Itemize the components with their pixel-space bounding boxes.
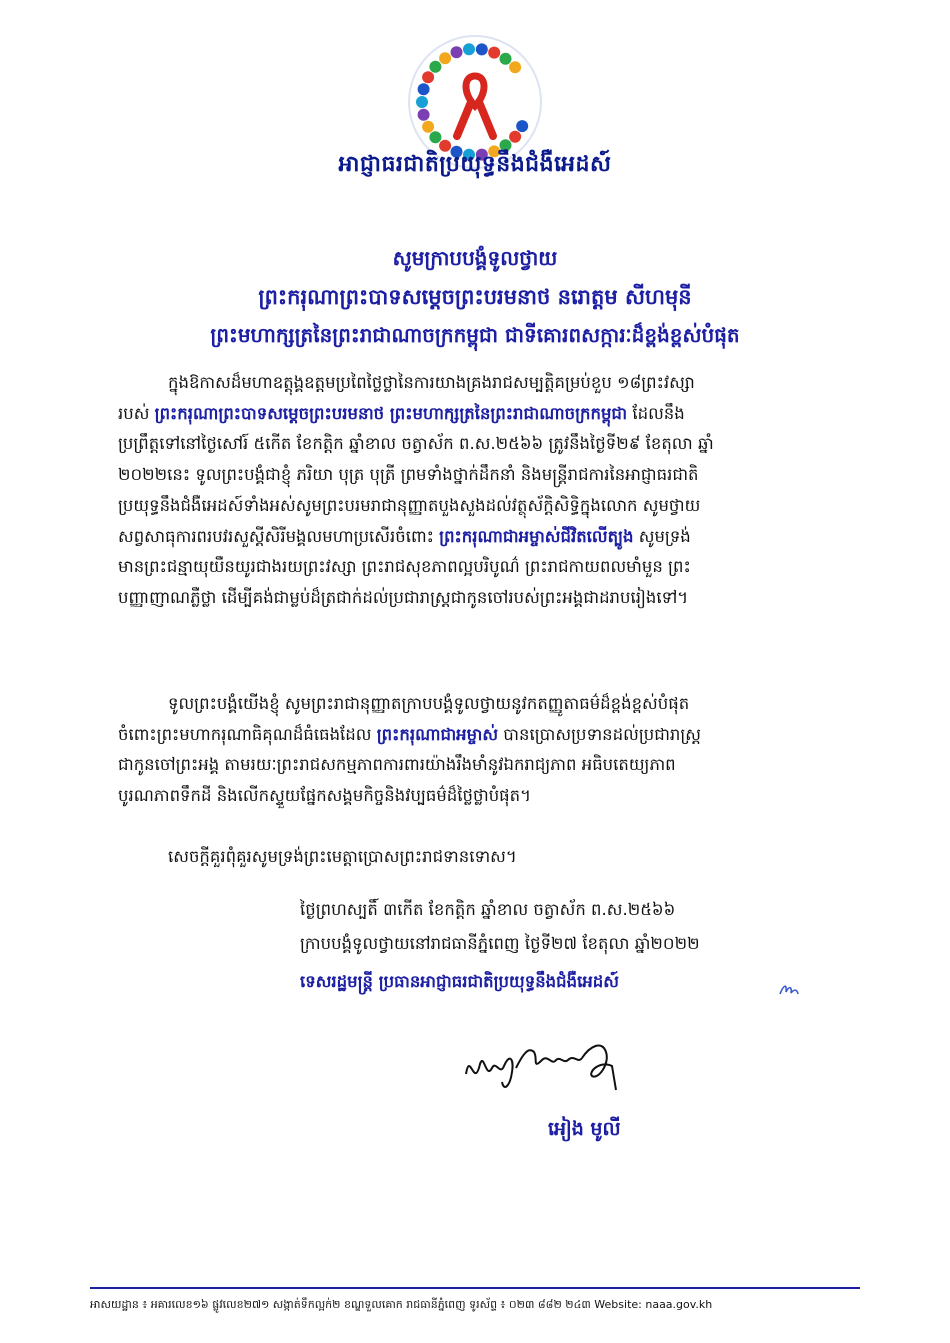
paragraph-gratitude	[118, 689, 826, 812]
organization-name: អាជ្ញាធរជាតិប្រយុទ្ធនឹងជំងឺអេដស៍	[338, 152, 612, 177]
logo-ring-figure	[451, 46, 463, 58]
paragraph-congratulation	[118, 368, 826, 614]
king-title-heading: ព្រះករុណាព្រះបាទសម្តេចព្រះបរមនាថ នរោត្តម សីហមុនី	[258, 285, 692, 309]
paragraph-line: ប្រព្រឹត្តទៅនៅថ្ងៃសៅរ៍ ៥កើត ខែកត្តិក ឆ្នាំខាល ចត្វាស័ក ព.ស.២៥៦៦ ត្រូវនឹងថ្ងៃទី២៩ ខែតុលា ឆ្នាំ	[118, 434, 714, 454]
paragraph-line: របស់ ព្រះករុណាព្រះបាទសម្តេចព្រះបរមនាថ ព្រះមហាក្សត្រនៃព្រះរាជាណាចក្រកម្ពុជា ដែលនឹង	[118, 403, 685, 423]
paragraph-line: មានព្រះជន្មាយុយឺនយូរជាងរយព្រះវស្សា ព្រះរាជសុខភាពល្អបរិបូណ៌ ព្រះរាជកាយពលមាំមួន ព្រះ	[118, 557, 691, 577]
handwritten-signature-icon	[456, 1030, 626, 1100]
initial-mark-icon	[777, 978, 801, 1000]
closing-line: សេចក្តីគួរពុំគួរសូមទ្រង់ព្រះមេត្តាប្រោសព្រះរាជទានទោស។	[168, 847, 517, 866]
paragraph-line: ចំពោះព្រះមហាករុណាធិគុណដ៏ធំធេងដែល ព្រះករុណាជាអម្ចាស់ បានប្រោសប្រទានដល់ប្រជារាស្ត្រ	[118, 724, 702, 744]
logo-ring-figure	[429, 131, 441, 143]
paragraph-line: ទូលព្រះបង្គំយើងខ្ញុំ សូមព្រះរាជានុញ្ញាតក្រាបបង្គំទូលថ្វាយនូវកតញ្ញូតាធម៌ដ៏ខ្ពង់ខ្ពស់បំផុត	[168, 694, 690, 713]
logo-ring-figure	[463, 43, 475, 55]
date-lunar: ថ្ងៃព្រហស្បតិ៍ ៣កើត ខែកត្តិក ឆ្នាំខាល ចត្វាស័ក ព.ស.២៥៦៦	[300, 900, 676, 919]
logo-ring-figure	[439, 52, 451, 64]
paragraph-line: បូរណភាពទឹកដី និងលើកស្ទួយផ្នែកសង្គមកិច្ចនិងវប្បធម៌ដ៏ថ្លៃថ្លាបំផុត។	[118, 786, 531, 806]
paragraph-closing	[118, 842, 826, 873]
signer-role: ទេសរដ្ឋមន្ត្រី ប្រធានអាជ្ញាធរជាតិប្រយុទ្ធនឹងជំងឺអេដស៍	[300, 972, 619, 991]
logo-ring-figure	[516, 120, 528, 132]
paragraph-line: សព្វសាធុការពរបវរសួស្តីសិរីមង្គលមហាប្រសើរចំពោះ ព្រះករុណាជាអម្ចាស់ជីវិតលើត្បូង សូមទ្រង់	[118, 526, 691, 546]
logo-ring-figure	[509, 61, 521, 73]
logo-ring-figure	[429, 61, 441, 73]
date-solar: ក្រាបបង្គំទូលថ្វាយនៅរាជធានីភ្នំពេញ ថ្ងៃទី២៧ ខែតុលា ឆ្នាំ២០២២	[300, 934, 700, 953]
salutation-heading: សូមក្រាបបង្គំទូលថ្វាយ	[392, 246, 558, 270]
paragraph-line: ប្រយុទ្ធនឹងជំងឺអេដស៍ទាំងអស់សូមព្រះបរមរាជានុញ្ញាតបួងសួងដល់វត្ថុស័ក្តិសិទ្ធិក្នុងលោក សូមថ្វាយ	[118, 495, 701, 515]
logo-ring-figure	[476, 43, 488, 55]
logo-ring-figure	[418, 83, 430, 95]
logo-ring-figure	[500, 53, 512, 65]
logo-ring-figure	[422, 121, 434, 133]
logo-ring-figure	[418, 109, 430, 121]
footer-address: អាសយដ្ឋាន ៖ អគារលេខ១៦ ផ្លូវលេខ២៧១ សង្កាត់ទឹកល្អក់២ ខណ្ឌទួលគោក រាជធានីភ្នំពេញ ទូរស័ព្ទ ៖ ០២៣ ៨៨២ ២៤៣ Website: naaa.gov.kh	[90, 1298, 713, 1311]
paragraph-line: ជាកូនចៅព្រះអង្គ តាមរយៈព្រះរាជសកម្មភាពការពារយ៉ាងរឹងមាំនូវឯករាជ្យភាព អធិបតេយ្យភាព	[118, 755, 676, 775]
logo-ring-figure	[509, 131, 521, 143]
king-subtitle-heading: ព្រះមហាក្សត្រនៃព្រះរាជាណាចក្រកម្ពុជា ជាទីគោរពសក្ការៈដ៏ខ្ពង់ខ្ពស់បំផុត	[210, 323, 740, 347]
logo-ring-figure	[422, 71, 434, 83]
logo-ring-figure	[416, 96, 428, 108]
paragraph-line: ក្នុងឱកាសដ៏មហាឧត្តុង្គឧត្តមប្រពៃថ្លៃថ្លានៃការយាងគ្រងរាជសម្បត្តិគម្រប់ខួប ១៨ព្រះវស្សា	[168, 373, 695, 392]
paragraph-line: បញ្ញាញាណភ្លឺថ្លា ដើម្បីគង់ជាម្លប់ដ៏ត្រជាក់ដល់ប្រជារាស្ត្រជាកូនចៅរបស់ព្រះអង្គជាដរាបរៀងទៅ។	[118, 587, 689, 607]
paragraph-line: ២០២២នេះ ទូលព្រះបង្គំជាខ្ញុំ ភរិយា បុត្រ បុត្រី ព្រមទាំងថ្នាក់ដឹកនាំ និងមន្ត្រីរាជការនៃអាជ្ញាធរជាតិ	[118, 465, 699, 485]
footer-divider	[90, 1287, 860, 1289]
signer-name: អៀង មូលី	[548, 1118, 621, 1140]
logo-ring-figure	[488, 47, 500, 59]
